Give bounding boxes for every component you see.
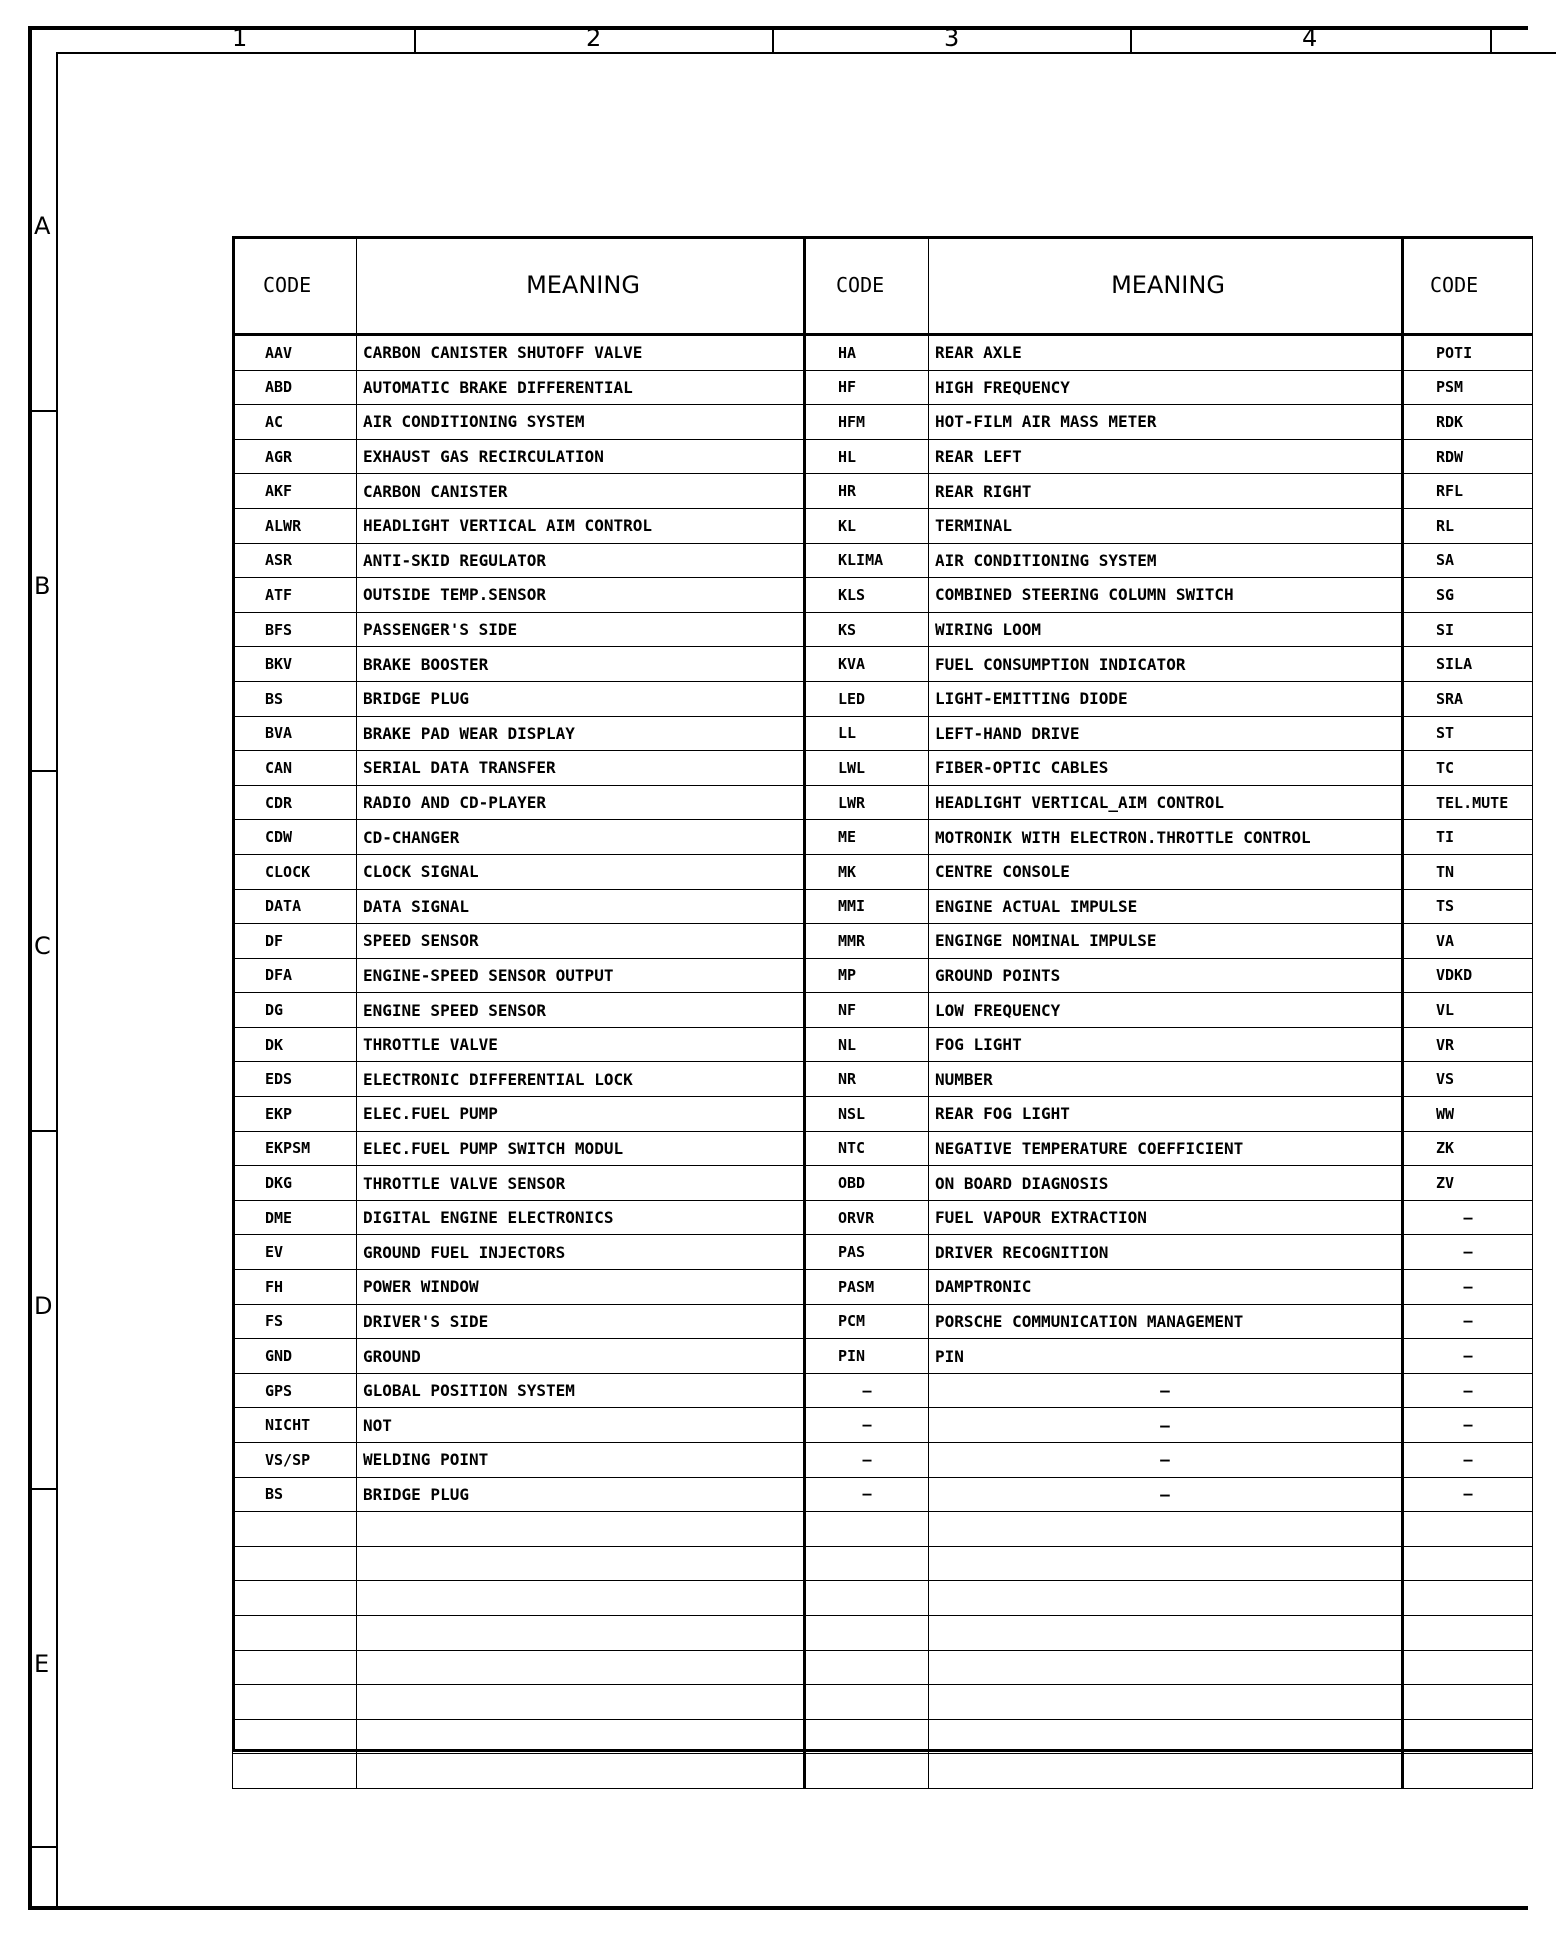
code-cell: KLS — [805, 578, 929, 613]
meaning-cell: HEADLIGHT VERTICAL AIM CONTROL — [357, 508, 805, 543]
code-cell: HF — [805, 370, 929, 405]
table-row — [233, 370, 1533, 405]
code-cell: TC — [1403, 751, 1533, 786]
code-cell: LWR — [805, 785, 929, 820]
meaning-cell: CLOCK SIGNAL — [357, 854, 805, 889]
code-cell: — — [1403, 1339, 1533, 1374]
code-cell: ALWR — [233, 508, 357, 543]
code-cell: AKF — [233, 474, 357, 509]
code-cell: DF — [233, 924, 357, 959]
code-cell: KL — [805, 508, 929, 543]
table-row — [233, 1373, 1533, 1408]
table-row — [233, 1270, 1533, 1305]
meaning-cell: ANTI-SKID REGULATOR — [357, 543, 805, 578]
code-cell: BS — [233, 681, 357, 716]
empty-cell — [929, 1685, 1403, 1720]
empty-cell — [929, 1581, 1403, 1616]
meaning-cell: ENGINE SPEED SENSOR — [357, 993, 805, 1028]
empty-table-row — [233, 1581, 1533, 1616]
code-cell: DK — [233, 1027, 357, 1062]
meaning-cell: REAR LEFT — [929, 439, 1403, 474]
table-row — [233, 751, 1533, 786]
code-cell: DFA — [233, 958, 357, 993]
empty-cell — [929, 1719, 1403, 1754]
meaning-cell: HEADLIGHT VERTICAL_AIM CONTROL — [929, 785, 1403, 820]
table-row — [233, 474, 1533, 509]
meaning-cell: ENGINE-SPEED SENSOR OUTPUT — [357, 958, 805, 993]
code-cell: BS — [233, 1477, 357, 1512]
code-cell: HL — [805, 439, 929, 474]
meaning-cell: PORSCHE COMMUNICATION MANAGEMENT — [929, 1304, 1403, 1339]
meaning-cell: — — [929, 1408, 1403, 1443]
code-cell: AGR — [233, 439, 357, 474]
code-cell: ASR — [233, 543, 357, 578]
table-row — [233, 1062, 1533, 1097]
code-cell: PIN — [805, 1339, 929, 1374]
code-cell: ST — [1403, 716, 1533, 751]
grid-row-c: C — [28, 772, 56, 1132]
meaning-cell: PIN — [929, 1339, 1403, 1374]
code-cell: ABD — [233, 370, 357, 405]
code-cell: PSM — [1403, 370, 1533, 405]
code-cell: MMR — [805, 924, 929, 959]
code-cell: — — [805, 1443, 929, 1478]
code-cell: DG — [233, 993, 357, 1028]
code-cell: RL — [1403, 508, 1533, 543]
meaning-cell: — — [929, 1373, 1403, 1408]
meaning-cell: REAR AXLE — [929, 335, 1403, 371]
code-cell: BFS — [233, 612, 357, 647]
empty-cell — [233, 1615, 357, 1650]
code-cell: CDW — [233, 820, 357, 855]
meaning-cell: ENGINGE NOMINAL IMPULSE — [929, 924, 1403, 959]
table-row — [233, 405, 1533, 440]
meaning-cell: ENGINE ACTUAL IMPULSE — [929, 889, 1403, 924]
code-cell: PASM — [805, 1270, 929, 1305]
code-cell: SI — [1403, 612, 1533, 647]
code-cell: EKP — [233, 1097, 357, 1132]
code-cell: KVA — [805, 647, 929, 682]
code-cell: NICHT — [233, 1408, 357, 1443]
meaning-cell: AUTOMATIC BRAKE DIFFERENTIAL — [357, 370, 805, 405]
empty-table-row — [233, 1719, 1533, 1754]
table-row — [233, 1443, 1533, 1478]
meaning-cell: LIGHT-EMITTING DIODE — [929, 681, 1403, 716]
code-cell: ZV — [1403, 1166, 1533, 1201]
empty-cell — [233, 1546, 357, 1581]
table-row — [233, 647, 1533, 682]
code-cell: GND — [233, 1339, 357, 1374]
empty-cell — [1403, 1615, 1533, 1650]
meaning-cell: LOW FREQUENCY — [929, 993, 1403, 1028]
empty-cell — [357, 1719, 805, 1754]
abbreviations-table — [232, 236, 1533, 1789]
table-row — [233, 716, 1533, 751]
meaning-cell: HOT-FILM AIR MASS METER — [929, 405, 1403, 440]
code-cell: DME — [233, 1200, 357, 1235]
empty-table-row — [233, 1615, 1533, 1650]
empty-cell — [805, 1615, 929, 1650]
table-row — [233, 508, 1533, 543]
meaning-cell: NOT — [357, 1408, 805, 1443]
empty-cell — [929, 1754, 1403, 1789]
code-cell: TEL.MUTE — [1403, 785, 1533, 820]
empty-cell — [357, 1512, 805, 1547]
meaning-cell: ELEC.FUEL PUMP SWITCH MODUL — [357, 1131, 805, 1166]
code-cell: MP — [805, 958, 929, 993]
empty-cell — [805, 1650, 929, 1685]
code-cell: TS — [1403, 889, 1533, 924]
code-cell: LWL — [805, 751, 929, 786]
empty-cell — [805, 1546, 929, 1581]
empty-cell — [929, 1512, 1403, 1547]
table-row — [233, 439, 1533, 474]
meaning-cell: THROTTLE VALVE — [357, 1027, 805, 1062]
table-row — [233, 612, 1533, 647]
code-cell: MK — [805, 854, 929, 889]
code-cell: EDS — [233, 1062, 357, 1097]
code-cell: VDKD — [1403, 958, 1533, 993]
empty-cell — [357, 1685, 805, 1720]
meaning-cell: FUEL CONSUMPTION INDICATOR — [929, 647, 1403, 682]
code-cell: HR — [805, 474, 929, 509]
empty-cell — [805, 1719, 929, 1754]
grid-column-2: 2 — [416, 28, 774, 52]
code-cell: VS/SP — [233, 1443, 357, 1478]
table-row — [233, 958, 1533, 993]
empty-cell — [1403, 1512, 1533, 1547]
table-header-row — [233, 237, 1533, 335]
code-cell: SA — [1403, 543, 1533, 578]
meaning-cell: GROUND FUEL INJECTORS — [357, 1235, 805, 1270]
empty-cell — [233, 1650, 357, 1685]
empty-cell — [1403, 1581, 1533, 1616]
empty-cell — [1403, 1650, 1533, 1685]
table-row — [233, 1477, 1533, 1512]
empty-cell — [233, 1719, 357, 1754]
code-cell: DATA — [233, 889, 357, 924]
code-cell: — — [1403, 1200, 1533, 1235]
table-row — [233, 854, 1533, 889]
meaning-cell: BRAKE BOOSTER — [357, 647, 805, 682]
grid-row-d: D — [28, 1132, 56, 1490]
meaning-cell: FUEL VAPOUR EXTRACTION — [929, 1200, 1403, 1235]
code-cell: HFM — [805, 405, 929, 440]
code-cell: PAS — [805, 1235, 929, 1270]
code-cell: RFL — [1403, 474, 1533, 509]
meaning-cell: BRIDGE PLUG — [357, 1477, 805, 1512]
header-code-3: CODE — [1403, 237, 1533, 335]
meaning-cell: SPEED SENSOR — [357, 924, 805, 959]
meaning-cell: CENTRE CONSOLE — [929, 854, 1403, 889]
meaning-cell: EXHAUST GAS RECIRCULATION — [357, 439, 805, 474]
empty-table-row — [233, 1512, 1533, 1547]
header-meaning-2: MEANING — [929, 237, 1403, 335]
empty-cell — [805, 1512, 929, 1547]
table-row — [233, 1027, 1533, 1062]
empty-cell — [233, 1512, 357, 1547]
empty-cell — [357, 1754, 805, 1789]
meaning-cell: OUTSIDE TEMP.SENSOR — [357, 578, 805, 613]
code-cell: — — [1403, 1443, 1533, 1478]
meaning-cell: DAMPTRONIC — [929, 1270, 1403, 1305]
empty-cell — [357, 1615, 805, 1650]
meaning-cell: TERMINAL — [929, 508, 1403, 543]
code-cell: AC — [233, 405, 357, 440]
code-cell: — — [805, 1373, 929, 1408]
code-cell: VR — [1403, 1027, 1533, 1062]
empty-cell — [357, 1650, 805, 1685]
meaning-cell: RADIO AND CD-PLAYER — [357, 785, 805, 820]
code-cell: — — [1403, 1270, 1533, 1305]
meaning-cell: MOTRONIK WITH ELECTRON.THROTTLE CONTROL — [929, 820, 1403, 855]
meaning-cell: REAR RIGHT — [929, 474, 1403, 509]
code-cell: NSL — [805, 1097, 929, 1132]
meaning-cell: — — [929, 1443, 1403, 1478]
meaning-cell: DRIVER RECOGNITION — [929, 1235, 1403, 1270]
meaning-cell: COMBINED STEERING COLUMN SWITCH — [929, 578, 1403, 613]
meaning-cell: CD-CHANGER — [357, 820, 805, 855]
meaning-cell: SERIAL DATA TRANSFER — [357, 751, 805, 786]
meaning-cell: DATA SIGNAL — [357, 889, 805, 924]
meaning-cell: DIGITAL ENGINE ELECTRONICS — [357, 1200, 805, 1235]
empty-cell — [357, 1581, 805, 1616]
table-row — [233, 335, 1533, 371]
meaning-cell: HIGH FREQUENCY — [929, 370, 1403, 405]
table-row — [233, 1166, 1533, 1201]
meaning-cell: PASSENGER'S SIDE — [357, 612, 805, 647]
empty-cell — [233, 1754, 357, 1789]
table-row — [233, 1200, 1533, 1235]
meaning-cell: LEFT-HAND DRIVE — [929, 716, 1403, 751]
meaning-cell: WIRING LOOM — [929, 612, 1403, 647]
code-cell: — — [1403, 1373, 1533, 1408]
table-row — [233, 1097, 1533, 1132]
empty-cell — [233, 1685, 357, 1720]
meaning-cell: BRIDGE PLUG — [357, 681, 805, 716]
header-code-1: CODE — [233, 237, 357, 335]
code-cell: SRA — [1403, 681, 1533, 716]
meaning-cell: CARBON CANISTER — [357, 474, 805, 509]
code-cell: RDW — [1403, 439, 1533, 474]
code-cell: EKPSM — [233, 1131, 357, 1166]
meaning-cell: REAR FOG LIGHT — [929, 1097, 1403, 1132]
code-cell: VL — [1403, 993, 1533, 1028]
table-row — [233, 785, 1533, 820]
meaning-cell: BRAKE PAD WEAR DISPLAY — [357, 716, 805, 751]
table-row — [233, 889, 1533, 924]
empty-cell — [233, 1581, 357, 1616]
code-cell: — — [805, 1408, 929, 1443]
table-row — [233, 578, 1533, 613]
empty-cell — [929, 1650, 1403, 1685]
code-cell: MMI — [805, 889, 929, 924]
code-cell: CLOCK — [233, 854, 357, 889]
code-cell: RDK — [1403, 405, 1533, 440]
code-cell: TN — [1403, 854, 1533, 889]
empty-cell — [805, 1754, 929, 1789]
meaning-cell: CARBON CANISTER SHUTOFF VALVE — [357, 335, 805, 371]
grid-row-e: E — [28, 1490, 56, 1848]
empty-cell — [929, 1615, 1403, 1650]
code-cell: TI — [1403, 820, 1533, 855]
code-cell: ZK — [1403, 1131, 1533, 1166]
table-row — [233, 820, 1533, 855]
code-cell: — — [1403, 1477, 1533, 1512]
empty-table-row — [233, 1546, 1533, 1581]
code-cell: AAV — [233, 335, 357, 371]
code-cell: KLIMA — [805, 543, 929, 578]
code-cell: BVA — [233, 716, 357, 751]
code-cell: ATF — [233, 578, 357, 613]
empty-table-row — [233, 1650, 1533, 1685]
table-row — [233, 993, 1533, 1028]
empty-cell — [1403, 1685, 1533, 1720]
code-cell: — — [1403, 1304, 1533, 1339]
meaning-cell: GROUND — [357, 1339, 805, 1374]
table-row — [233, 1339, 1533, 1374]
meaning-cell: FIBER-OPTIC CABLES — [929, 751, 1403, 786]
empty-cell — [805, 1581, 929, 1616]
header-meaning-1: MEANING — [357, 237, 805, 335]
meaning-cell: AIR CONDITIONING SYSTEM — [929, 543, 1403, 578]
meaning-cell: NUMBER — [929, 1062, 1403, 1097]
grid-column-1: 1 — [56, 28, 416, 52]
code-cell: CAN — [233, 751, 357, 786]
empty-table-row — [233, 1685, 1533, 1720]
table-row — [233, 1304, 1533, 1339]
code-cell: ME — [805, 820, 929, 855]
code-cell: NF — [805, 993, 929, 1028]
code-cell: HA — [805, 335, 929, 371]
meaning-cell: AIR CONDITIONING SYSTEM — [357, 405, 805, 440]
code-cell: FS — [233, 1304, 357, 1339]
empty-cell — [1403, 1754, 1533, 1789]
meaning-cell: GROUND POINTS — [929, 958, 1403, 993]
code-cell: VA — [1403, 924, 1533, 959]
code-cell: DKG — [233, 1166, 357, 1201]
meaning-cell: ELECTRONIC DIFFERENTIAL LOCK — [357, 1062, 805, 1097]
code-cell: SILA — [1403, 647, 1533, 682]
grid-column-3: 3 — [774, 28, 1132, 52]
table-row — [233, 681, 1533, 716]
code-cell: CDR — [233, 785, 357, 820]
code-cell: KS — [805, 612, 929, 647]
code-cell: VS — [1403, 1062, 1533, 1097]
empty-cell — [1403, 1719, 1533, 1754]
grid-column-4: 4 — [1132, 28, 1492, 52]
code-cell: NTC — [805, 1131, 929, 1166]
meaning-cell: GLOBAL POSITION SYSTEM — [357, 1373, 805, 1408]
empty-cell — [929, 1546, 1403, 1581]
code-cell: — — [1403, 1408, 1533, 1443]
table-row — [233, 924, 1533, 959]
code-cell: LL — [805, 716, 929, 751]
code-cell: EV — [233, 1235, 357, 1270]
table-row — [233, 1131, 1533, 1166]
meaning-cell: THROTTLE VALVE SENSOR — [357, 1166, 805, 1201]
table-row — [233, 543, 1533, 578]
meaning-cell: WELDING POINT — [357, 1443, 805, 1478]
header-code-2: CODE — [805, 237, 929, 335]
code-cell: WW — [1403, 1097, 1533, 1132]
empty-cell — [357, 1546, 805, 1581]
code-cell: NR — [805, 1062, 929, 1097]
code-cell: ORVR — [805, 1200, 929, 1235]
code-cell: POTI — [1403, 335, 1533, 371]
empty-cell — [805, 1685, 929, 1720]
meaning-cell: — — [929, 1477, 1403, 1512]
code-cell: BKV — [233, 647, 357, 682]
code-cell: SG — [1403, 578, 1533, 613]
meaning-cell: NEGATIVE TEMPERATURE COEFFICIENT — [929, 1131, 1403, 1166]
meaning-cell: POWER WINDOW — [357, 1270, 805, 1305]
code-cell: NL — [805, 1027, 929, 1062]
code-cell: PCM — [805, 1304, 929, 1339]
grid-row-b: B — [28, 412, 56, 772]
grid-row-a: A — [28, 52, 56, 412]
code-cell: GPS — [233, 1373, 357, 1408]
table-row — [233, 1235, 1533, 1270]
code-cell: — — [805, 1477, 929, 1512]
code-cell: LED — [805, 681, 929, 716]
code-cell: FH — [233, 1270, 357, 1305]
table-row — [233, 1408, 1533, 1443]
code-cell: — — [1403, 1235, 1533, 1270]
empty-table-row — [233, 1754, 1533, 1789]
meaning-cell: ON BOARD DIAGNOSIS — [929, 1166, 1403, 1201]
empty-cell — [1403, 1546, 1533, 1581]
code-cell: OBD — [805, 1166, 929, 1201]
meaning-cell: FOG LIGHT — [929, 1027, 1403, 1062]
meaning-cell: ELEC.FUEL PUMP — [357, 1097, 805, 1132]
meaning-cell: DRIVER'S SIDE — [357, 1304, 805, 1339]
